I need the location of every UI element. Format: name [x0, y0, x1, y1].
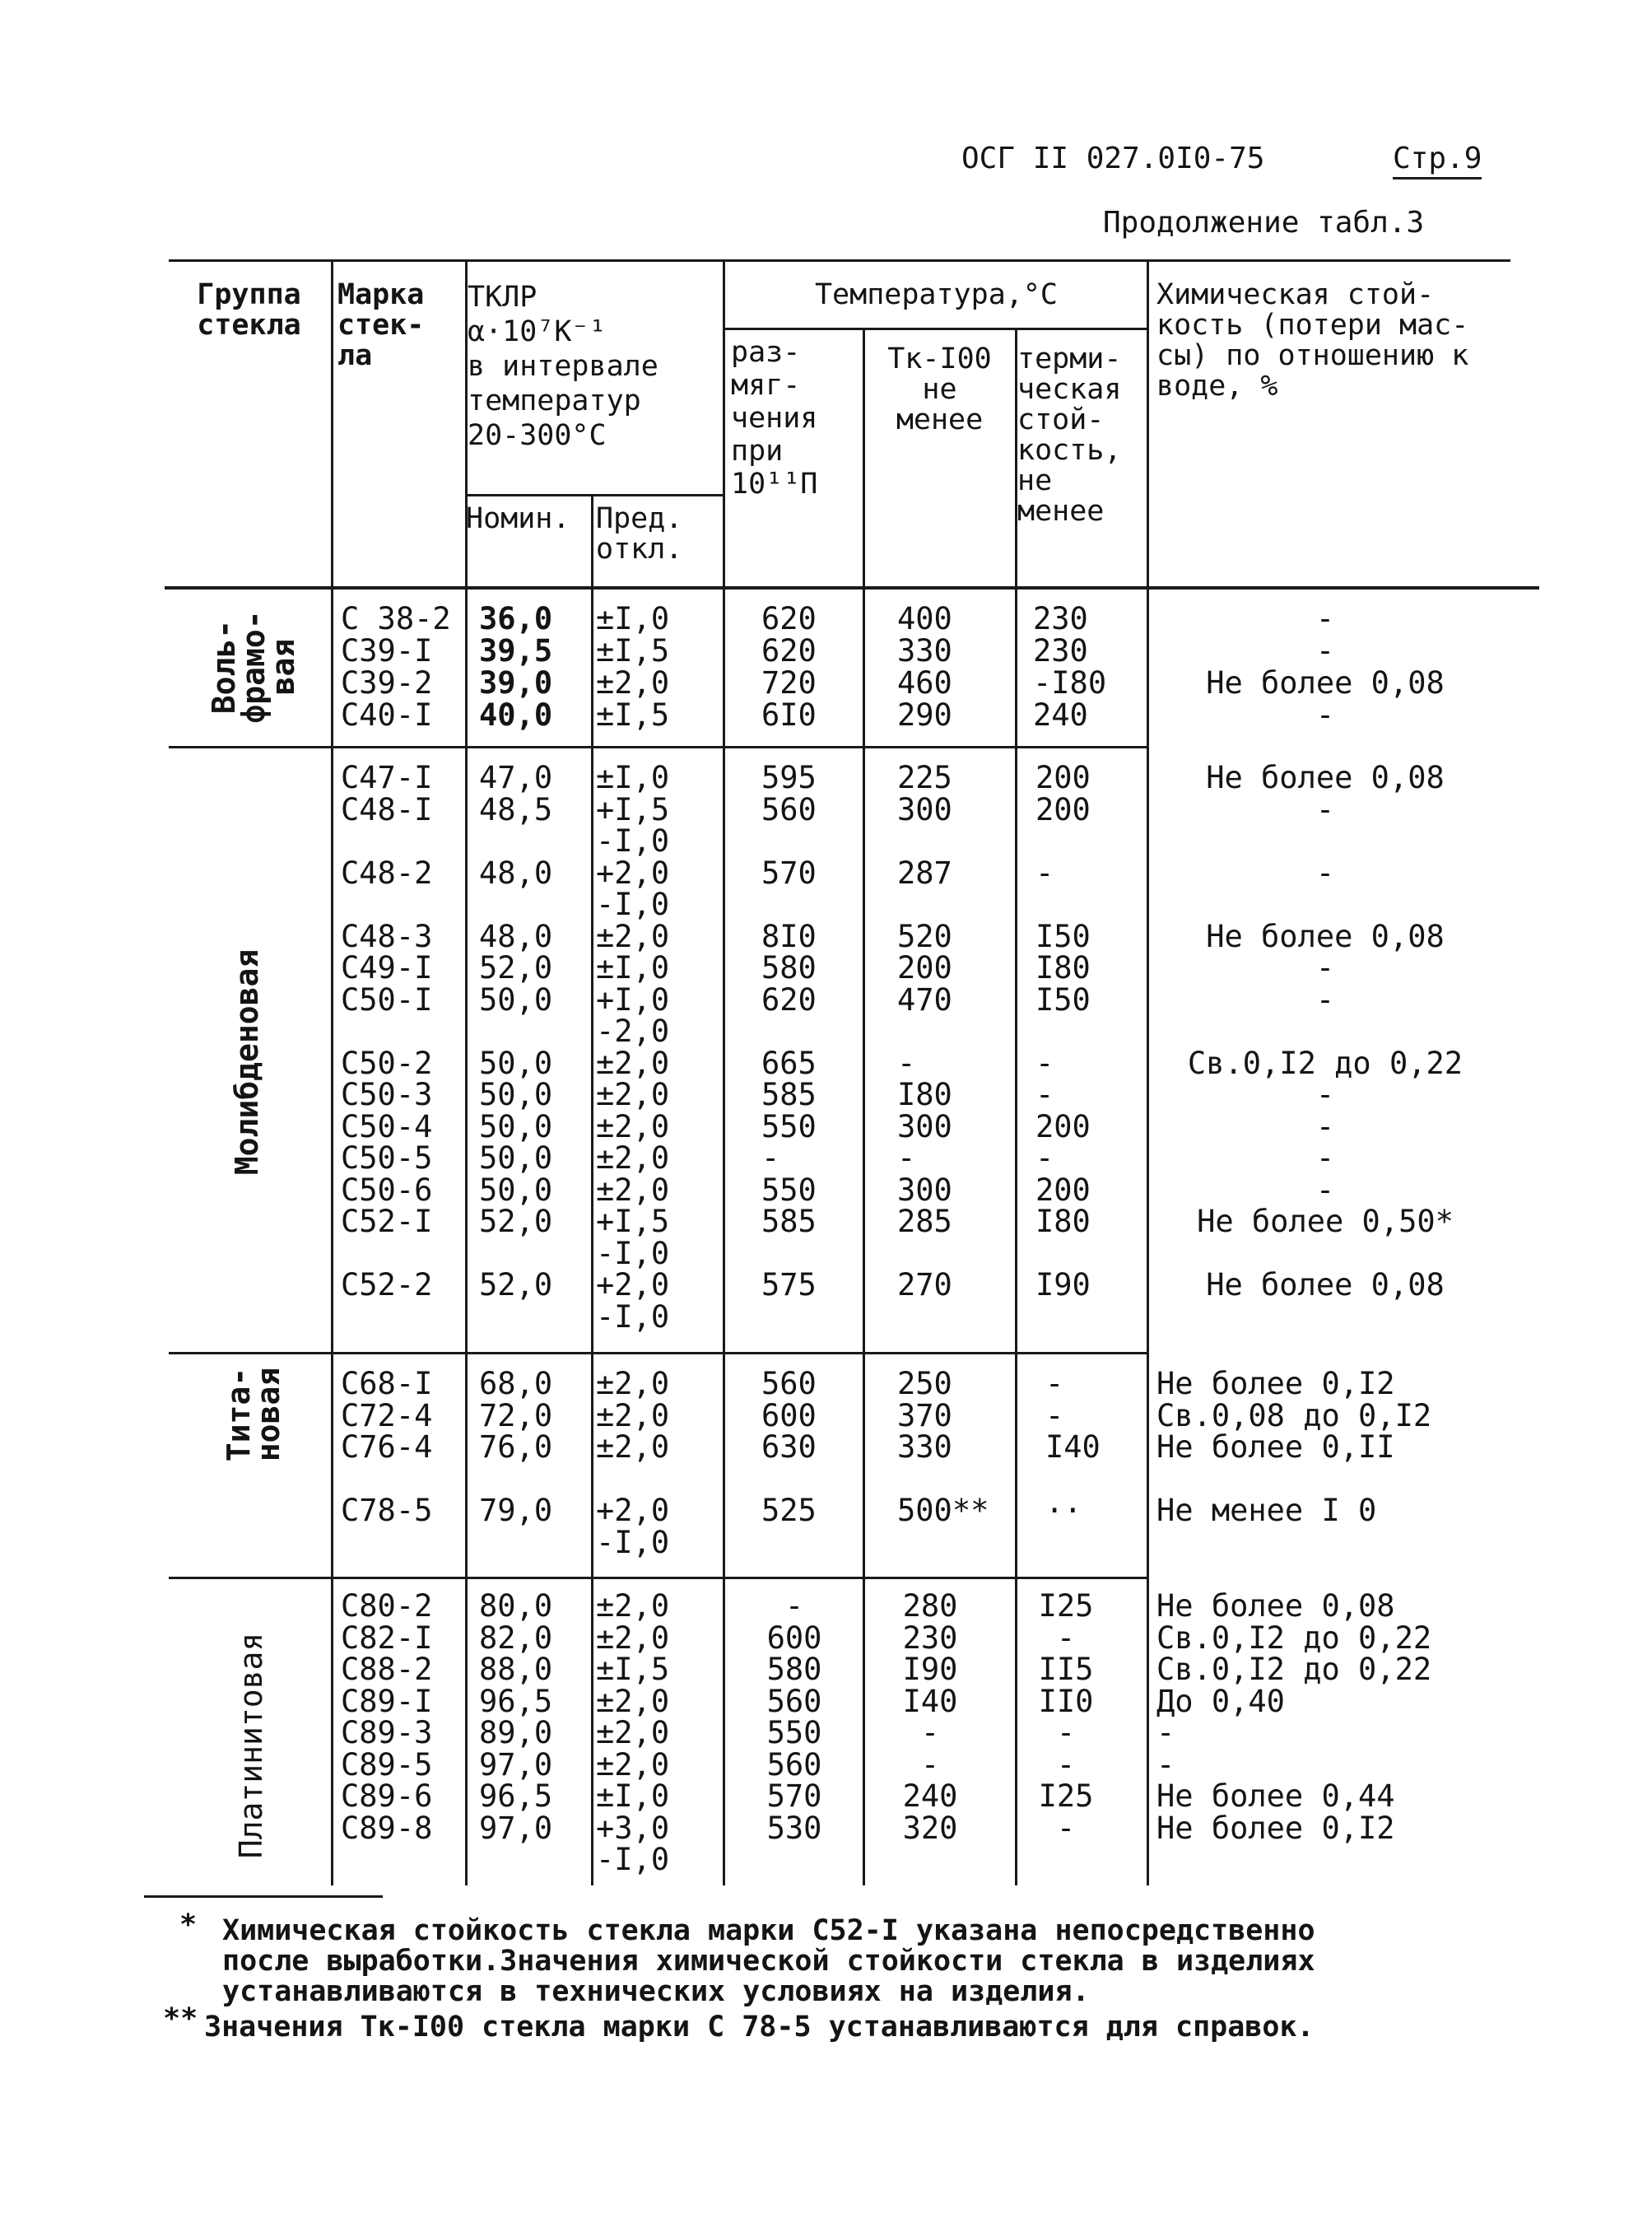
header-softening: раз- мяг- чения при 10¹¹П: [731, 336, 818, 501]
footnote-1-line-3: устанавливаются в технических условиях на изделия.: [222, 1975, 1090, 2008]
group-tungsten-softening: 620 620 720 6I0: [761, 601, 817, 733]
group-platinite-softening: - 600 580 560 550 560 570 530: [766, 1588, 822, 1846]
group-platinite-chemical: Не более 0,08 Св.0,I2 до 0,22 Св.0,I2 до 0,22 До 0,40 - - Не более 0,44 Не более 0,I2: [1156, 1588, 1432, 1846]
group-titanium-nominal: 68,0 72,0 76,0 79,0: [479, 1366, 553, 1528]
group-molybdenum-deviation: ±I,0 +I,5 -I,0 +2,0 -I,0 ±2,0 ±I,0 +I,0 -2,0 ±2,0 ±2,0 ±2,0 ±2,0 ±2,0 +I,5 -I,0 +2,0 -I,0: [596, 760, 670, 1335]
footnote-2: Значения Тк-I00 стекла марки С 78-5 устанавливаются для справок.: [204, 2011, 1315, 2044]
group-molybdenum-marks: С47-I С48-I С48-2 С48-3 С49-I С50-I С50-2 С50-3 С50-4 С50-5 С50-6 С52-I С52-2: [341, 760, 433, 1303]
header-tklr: ТКЛР α·10⁷К⁻¹ в интервале температур 20-300°С: [468, 281, 658, 452]
footnote-1-line-1: Химическая стойкость стекла марки С52-I указана непосредственно: [222, 1914, 1315, 1947]
header-glass-mark: Марка стек- ла: [337, 278, 425, 372]
column-rule: [1015, 328, 1017, 1885]
group-label-tungsten: Воль- фрамо- вая: [206, 610, 301, 724]
group-molybdenum-chemical: Не более 0,08 - - Не более 0,08 - - Св.0,I2 до 0,22 - - - - Не более 0,50* Не более 0,08: [1187, 760, 1464, 1303]
footnote-mark-1: *: [179, 1908, 198, 1941]
group-platinite-nominal: 80,0 82,0 88,0 96,5 89,0 97,0 96,5 97,0: [479, 1588, 553, 1846]
header-deviation: Пред. откл.: [596, 502, 683, 566]
column-rule: [863, 328, 865, 1885]
group-titanium-marks: С68-I С72-4 С76-4 С78-5: [341, 1366, 433, 1528]
group-divider-rule: [169, 1577, 1148, 1579]
group-tungsten-chemical: - - Не более 0,08 -: [1206, 601, 1445, 733]
header-temperature: Температура,°С: [814, 278, 1058, 311]
header-tk100: Тк-I00 не менее: [887, 343, 992, 436]
column-rule: [591, 494, 593, 1885]
group-titanium-chemical: Не более 0,I2 Св.0,08 до 0,I2 Не более 0,II Не менее I 0: [1156, 1366, 1432, 1528]
table-bottom-rule: [144, 1895, 383, 1898]
group-titanium-tk100: 250 370 330 500**: [897, 1366, 989, 1528]
group-platinite-marks: С80-2 С82-I С88-2 С89-I С89-3 С89-5 С89-6 С89-8: [341, 1588, 433, 1846]
footnote-1-line-2: после выработки.Значения химической стойкости стекла в изделиях: [222, 1945, 1315, 1978]
group-platinite-tk100: 280 230 I90 I40 - - 240 320: [902, 1588, 958, 1846]
group-titanium-deviation: ±2,0 ±2,0 ±2,0 +2,0 -I,0: [596, 1366, 670, 1560]
header-bottom-rule: [165, 586, 1539, 590]
header-glass-group: Группа стекла: [197, 278, 301, 342]
group-divider-rule: [169, 1352, 1148, 1354]
group-molybdenum-softening: 595 560 570 8I0 580 620 665 585 550 - 550 585 575: [761, 760, 817, 1303]
group-label-titanium: Тита- новая: [221, 1367, 286, 1462]
group-molybdenum-tk100: 225 300 287 520 200 470 - I80 300 - 300 285 270: [897, 760, 952, 1303]
group-molybdenum-nominal: 47,0 48,5 48,0 48,0 52,0 50,0 50,0 50,0 50,0 50,0 50,0 52,0 52,0: [479, 760, 553, 1303]
group-titanium-softening: 560 600 630 525: [761, 1366, 817, 1528]
table-continuation: Продолжение табл.3: [1103, 206, 1425, 240]
column-rule: [331, 259, 333, 1885]
table-top-rule: [169, 259, 1510, 262]
document-id: ОСГ II 027.0I0-75: [961, 142, 1265, 175]
temperature-subheader-rule: [724, 328, 1148, 330]
header-chemical-resistance: Химическая стой- кость (потери мас- сы) по отношению к воде, %: [1156, 278, 1469, 403]
group-divider-rule: [169, 746, 1148, 748]
group-titanium-thermal: - - I40 ··: [1045, 1366, 1101, 1528]
group-platinite-deviation: ±2,0 ±2,0 ±I,5 ±2,0 ±2,0 ±2,0 ±I,0 +3,0 -I,0: [596, 1588, 670, 1877]
group-platinite-thermal: I25 - II5 II0 - - I25 -: [1038, 1588, 1094, 1846]
tklr-subheader-rule: [465, 494, 723, 496]
footnote-mark-2: **: [163, 2002, 198, 2035]
group-tungsten-marks: С 38-2 С39-I С39-2 С40-I: [341, 601, 451, 733]
group-label-platinite: Платинитовая: [233, 1632, 269, 1859]
group-molybdenum-thermal: 200 200 - I50 I80 I50 - - 200 - 200 I80 I90: [1035, 760, 1091, 1303]
group-tungsten-thermal: 230 230 -I80 240: [1033, 601, 1107, 733]
header-thermal-resistance: терми- ческая стой- кость, не менее: [1017, 343, 1122, 528]
group-label-molybdenum: Молибденовая: [229, 948, 265, 1176]
column-rule: [723, 259, 725, 1885]
page-number: Стр.9: [1393, 142, 1482, 179]
group-tungsten-nominal: 36,0 39,5 39,0 40,0: [479, 601, 553, 733]
header-nominal: Номин.: [466, 502, 570, 535]
group-tungsten-deviation: ±I,0 ±I,5 ±2,0 ±I,5: [596, 601, 670, 733]
group-tungsten-tk100: 400 330 460 290: [897, 601, 952, 733]
